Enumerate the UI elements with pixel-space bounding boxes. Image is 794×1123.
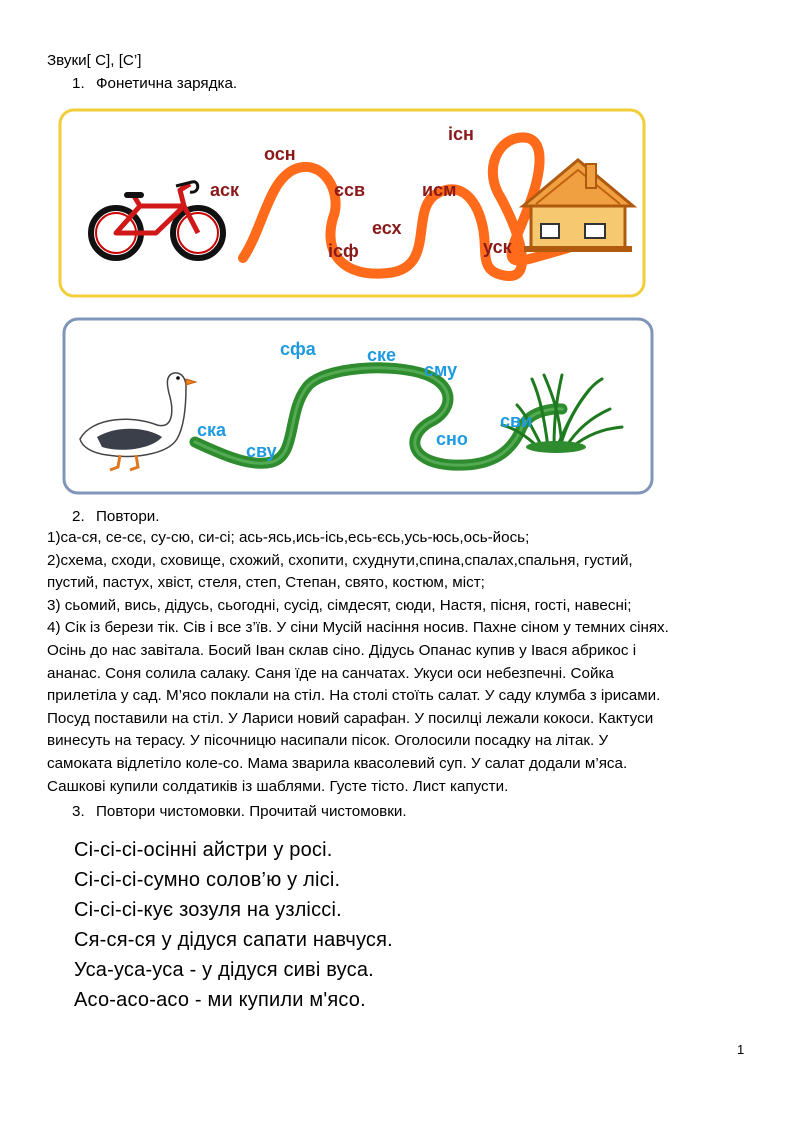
text-line: 4) Сік із берези тік. Сів і все з’їв. У сіни Мусій насіння носив. Пахне сіном у темних сінях. bbox=[47, 619, 669, 637]
section-2-label: Повтори. bbox=[96, 508, 160, 525]
syllable: сму bbox=[424, 360, 458, 380]
syllable: єсв bbox=[334, 180, 366, 200]
text-line: 2)схема, сходи, сховище, схожий, схопити, схуднути,спина,спалах,спальня, густий, bbox=[47, 551, 633, 569]
section-2-number: 2. bbox=[72, 508, 85, 525]
syllable: есх bbox=[372, 218, 402, 238]
poem-line: Сі-сі-сі-кує зозуля на узліссі. bbox=[74, 899, 342, 921]
syllable: аск bbox=[210, 180, 240, 200]
phonetic-panel-bicycle bbox=[58, 108, 646, 298]
syllable: існ bbox=[448, 124, 474, 144]
poem-line: Уса-уса-уса - у дідуся сиві вуса. bbox=[74, 959, 374, 981]
poem-line: Сі-сі-сі-осінні айстри у росі. bbox=[74, 839, 333, 861]
syllable: сву bbox=[246, 441, 277, 461]
syllable: уск bbox=[483, 237, 512, 257]
syllable: ске bbox=[367, 345, 397, 365]
section-3-label: Повтори чистомовки. Прочитай чистомовки. bbox=[96, 803, 407, 820]
syllable: ісф bbox=[328, 241, 359, 261]
syllable: сно bbox=[436, 429, 468, 449]
text-line: винесуть на терасу. У пісочницю насипали пісок. Оголосили посадку на літак. У bbox=[47, 732, 609, 750]
section-1-number: 1. bbox=[72, 75, 85, 92]
text-line: ананас. Соня солила салаку. Саня їде на санчатах. Укуси оси небезпечні. Сойка bbox=[47, 664, 614, 682]
text-line: Сашкові купили солдатиків із шаблями. Густе тісто. Лист капусти. bbox=[47, 777, 509, 795]
section-3-number: 3. bbox=[72, 803, 85, 820]
phonetic-panel-goose bbox=[62, 317, 654, 495]
syllable: осн bbox=[264, 144, 296, 164]
syllable: сфа bbox=[280, 339, 316, 359]
poem-line: Сі-сі-сі-сумно солов’ю у лісі. bbox=[74, 869, 341, 891]
text-line: 3) сьомий, вись, дідусь, сьогодні, сусід, сімдесят, сюди, Настя, пісня, гості, навесні; bbox=[47, 596, 632, 614]
page-title: Звуки[ С], [С’] bbox=[47, 52, 142, 69]
text-line: 1)са-ся, се-сє, су-сю, си-сі; ась-ясь,ись-ісь,есь-єсь,усь-юсь,ось-йось; bbox=[47, 529, 530, 546]
syllable: исм bbox=[422, 180, 457, 200]
page-number: 1 bbox=[737, 1042, 745, 1057]
text-line: пустий, пастух, хвіст, стеля, степ, Степан, свято, костюм, міст; bbox=[47, 574, 485, 592]
syllable: ска bbox=[197, 420, 227, 440]
exercise-text bbox=[47, 527, 669, 798]
poem-line: Асо-асо-асо - ми купили м'ясо. bbox=[74, 989, 366, 1011]
syllable: сви bbox=[500, 411, 533, 431]
text-line: Осінь до нас завітала. Босий Іван склав сіно. Дідусь Опанас купив у Івася абрикос і bbox=[47, 641, 637, 659]
text-line: самоката відлетіло коле-со. Мама зварила квасолевий суп. У салат додали м’яса. bbox=[47, 754, 628, 772]
poem-line: Ся-ся-ся у дідуся сапати навчуся. bbox=[74, 929, 393, 951]
text-line: Посуд поставили на стіл. У Лариси новий сарафан. У посилці лежали кокоси. Кактуси bbox=[47, 709, 654, 727]
section-1-label: Фонетична зарядка. bbox=[96, 75, 238, 92]
text-line: прилетіла у сад. М’ясо поклали на стіл. На столі стоїть салат. У саду клумба з ірисами. bbox=[47, 687, 661, 705]
tongue-twisters bbox=[74, 835, 393, 1015]
